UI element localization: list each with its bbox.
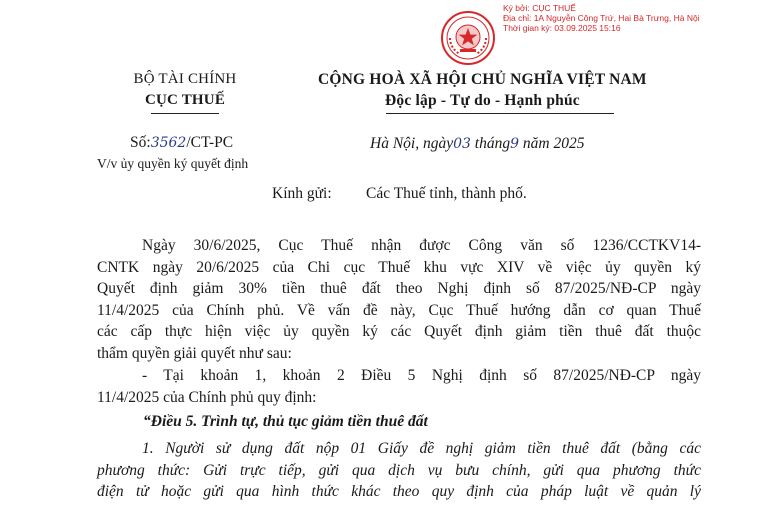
quote-line: phương thức: Gửi trực tiếp, gửi qua dịch vụ bưu chính, gửi qua phương thức	[97, 461, 701, 479]
paragraph-1-line: CNTK ngày 20/6/2025 của Chi cục Thuế khu vực XIV về việc ủy quyền ký	[97, 258, 701, 276]
nation-title: CỘNG HOÀ XÃ HỘI CHỦ NGHĨA VIỆT NAM	[318, 71, 647, 88]
paragraph-2-line: 11/4/2025 của Chính phủ quy định:	[97, 388, 317, 406]
paragraph-1	[97, 235, 701, 364]
quote-line: 1. Người sử dụng đất nộp 01 Giấy đề nghị giảm tiền thuê đất (bằng các	[142, 440, 701, 457]
recipient-label: Kính gửi:	[272, 185, 332, 202]
paragraph-1-line: Quyết định giảm 30% tiền thuê đất theo Nghị định số 87/2025/NĐ-CP ngày	[97, 280, 701, 297]
document-subject: V/v ủy quyền ký quyết định	[97, 156, 249, 171]
date-month-handwritten: 9	[510, 136, 520, 152]
department-underline	[151, 113, 219, 114]
department-name: CỤC THUẾ	[144, 92, 226, 108]
paragraph-1-line: thẩm quyền giải quyết như sau:	[97, 344, 292, 362]
paragraph-1-line: 11/4/2025 của Chính phủ. Về vấn đề này, Cục Thuế hướng dẫn cơ quan Thuế	[97, 301, 701, 319]
document-number	[130, 134, 233, 152]
national-emblem-seal-icon	[440, 10, 496, 66]
recipient-value: Các Thuế tỉnh, thành phố.	[366, 185, 527, 202]
signature-time: Thời gian ký: 03.09.2025 15:16	[503, 23, 621, 33]
date-prefix: Hà Nội, ngày	[370, 135, 454, 152]
paragraph-1-line: Ngày 30/6/2025, Cục Thuế nhận được Công văn số 1236/CCTKV14-	[142, 237, 701, 254]
date-suffix: năm 2025	[519, 135, 585, 152]
date-day-handwritten: 03	[453, 136, 471, 152]
motto-underline	[386, 113, 614, 114]
document-number-suffix: /CT-PC	[186, 134, 234, 151]
paragraph-1-line: các cấp thực hiện việc ủy quyền ký các Quyết định giảm tiền thuê đất thuộc	[97, 323, 701, 340]
national-motto: Độc lập - Tự do - Hạnh phúc	[385, 92, 580, 109]
paragraph-2-line: - Tại khoản 1, khoản 2 Điều 5 Nghị định số 87/2025/NĐ-CP ngày	[142, 367, 701, 384]
article-title: “Điều 5. Trình tự, thủ tục giảm tiền thuê đất	[143, 413, 428, 430]
document-number-prefix: Số:	[130, 134, 151, 151]
document-date	[370, 135, 584, 153]
signature-signed-by: Ký bởi: CỤC THUẾ	[503, 3, 576, 13]
quoted-article-text	[97, 438, 701, 503]
ministry-name: BỘ TÀI CHÍNH	[133, 71, 237, 87]
document-number-handwritten: 3562	[150, 135, 187, 151]
signature-address: Địa chỉ: 1A Nguyễn Công Trứ, Hai Bà Trưng, Hà Nội	[503, 13, 700, 23]
date-month-label: tháng	[470, 135, 511, 152]
quote-line: điện tử hoặc gửi qua hình thức khác theo quy định của pháp luật về quản lý	[97, 483, 701, 500]
paragraph-2	[97, 365, 701, 408]
